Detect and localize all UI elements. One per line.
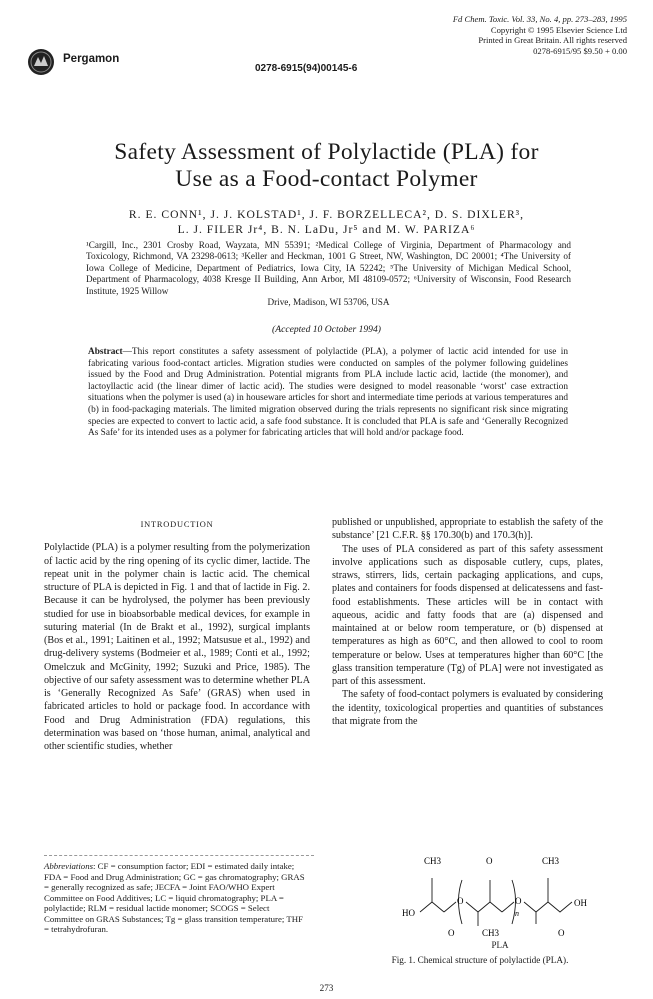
abbreviations-label: Abbreviations	[44, 861, 94, 871]
intro-paragraph-1: Polylactide (PLA) is a polymer resulting from the polymerization of lactic acid by the ring opening of its cyclic dimer, lactide. The repeat unit in the polymer chain is lactic acid. The chemical structure of PLA is depicted in Fig. 1 and that of lactide in Fig. 2. Because it can be hydrolysed, the polymer has been previously studied for use in bioabsorbable medical devices, for example in suturing material (In de Brakt et al., 1992), surgical implants (Bos et al., 1991; Laitinen et al., 1992; Matsusue et al., 1992) and drug-delivery systems (Bodmeier et al., 1989; Conti et al., 1992; Omelczuk and McGinity, 1992; Suzuki and Price, 1985). The objective of our safety assessment was to determine whether PLA is ‘Generally Recognized As Safe’ (GRAS) when used in fabricated articles to hold or package food. In accordance with Food and Drug Administration (FDA) regulations, this determination was based on ‘those human, animal, analytical and other scientific studies, whether	[44, 542, 311, 752]
o-carbonyl-label: O	[486, 856, 493, 866]
column-right	[332, 516, 603, 728]
abbreviations-text: : CF = consumption factor; EDI = estimated daily intake; FDA = Food and Drug Administration; GC = gas chromatography; GRAS = generally recognized as safe; JECFA = Joint FAO/WHO Expert Committee on Food Additives; LC = liquid chromatography; PLA = polylactide; RLM = residual lactide monomer; SCOGS = Select Committee on GRAS Substances; Tg = glass transition temperature; THF = tetrahydrofuran.	[44, 861, 305, 934]
ch3-left-label: CH3	[424, 856, 442, 866]
ch3-right-label: CH3	[542, 856, 560, 866]
affiliations-text: ¹Cargill, Inc., 2301 Crosby Road, Wayzata, MN 55391; ²Medical College of Virginia, Department of Pharmacology and Toxicology, Richmond, VA 23298-0613; ³Keller and Heckman, 1001 G Street, NW, Washington, DC 20001; ⁴The University of Iowa College of Medicine, Department of Pediatrics, Iowa City, IA 52242; ⁵The University of Michigan Medical School, Department of Pharmacology, 4038 Kresge II Building, Ann Arbor, MI 48109-0572; ⁶University of Wisconsin, Food Research Institute, 1925 Willow	[86, 240, 571, 296]
o-ester-label-1: O	[457, 896, 464, 906]
publisher-name: Pergamon	[63, 53, 120, 65]
footnote-divider	[44, 855, 314, 856]
o-ester-label-2: O	[515, 896, 522, 906]
affiliations	[86, 240, 571, 308]
authors	[0, 207, 653, 237]
accepted-date: (Accepted 10 October 1994)	[272, 324, 381, 335]
n-subscript-label: n	[515, 909, 519, 918]
ho-label: HO	[402, 908, 415, 918]
ch3-bottom-label: CH3	[482, 928, 500, 938]
col2-paragraph-3: The safety of food-contact polymers is evaluated by considering the identity, toxicological properties and quantities of substances that migrate from the	[332, 689, 603, 727]
col2-paragraph-1: published or unpublished, appropriate to establish the safety of the substance’ [21 C.F.R. §§ 170.30(b) and 170.3(h)].	[332, 517, 603, 542]
abstract	[88, 347, 568, 440]
abstract-text: —This report constitutes a safety assessment of polylactide (PLA), a polymer of lactic acid intended for use in fabricating various food-contact articles. Migration studies were conducted on samples of the polymer following guidelines issued by the Food and Drug Administration. Potential migrants from PLA include lactic acid, lactide (the monomer), and lactoyllactic acid (the linear dimer of lactic acid). The studies were designed to model reasonable ‘worst’ case extraction situations when the polymer is used (a) in houseware articles for short and intermediate time periods at various temperatures and (b) in food-packaging materials. The limited migration observed during the trials represents no significant risk since migrating species are expected to convert to lactic acid, a safe food substance. It is concluded that PLA is safe and ‘Generally Recognized As Safe’ for its intended uses as a polymer for fabricating articles that will hold and/or package food.	[88, 347, 568, 439]
section-heading-introduction: INTRODUCTION	[140, 520, 214, 529]
authors-line-1: R. E. CONN¹, J. J. KOLSTAD¹, J. F. BORZELLECA², D. S. DIXLER³,	[128, 208, 525, 221]
journal-info	[307, 14, 627, 56]
pergamon-logo-icon	[27, 48, 55, 76]
abbreviations-footnote	[44, 861, 310, 935]
affiliations-last-line: Drive, Madison, WI 53706, USA	[267, 297, 390, 308]
oh-label: OH	[574, 898, 587, 908]
journal-line-2: Copyright © 1995 Elsevier Science Ltd	[490, 24, 627, 35]
abstract-label: Abstract	[88, 347, 123, 357]
title-line-2: Use as a Food-contact Polymer	[175, 166, 478, 192]
authors-line-2: L. J. FILER Jr⁴, B. N. LaDu, Jr⁵ and M. W. PARIZA⁶	[177, 223, 476, 236]
journal-line-1: Fd Chem. Toxic. Vol. 33, No. 4, pp. 273–283, 1995	[452, 14, 627, 24]
column-left	[44, 518, 310, 753]
journal-line-4: 0278-6915/95 $9.50 + 0.00	[533, 45, 627, 56]
col2-paragraph-2: The uses of PLA considered as part of this safety assessment involve applications such as disposable cutlery, cups, plates, straws, stirrers, lids, certain packaging applications, and cups, plates and containers for foods dispensed at delicatessens and fast-food establishments. These articles will be in contact with aqueous, acidic and fatty foods that are (a) dispensed and maintained at or below room temperature, or (b) dispensed at temperatures as high as 60°C, and then allowed to cool to room temperature or below. Uses at temperatures higher than 60°C [the glass transition temperature (Tg) of PLA] were not investigated as part of this assessment.	[332, 543, 603, 687]
journal-line-3: Printed in Great Britain. All rights reserved	[478, 35, 627, 46]
article-code: 0278-6915(94)00145-6	[255, 63, 358, 74]
o-carbonyl-label-2: O	[448, 928, 455, 938]
figure-caption: Fig. 1. Chemical structure of polylactide (PLA).	[391, 955, 569, 965]
title-line-1: Safety Assessment of Polylactide (PLA) for	[114, 139, 539, 165]
pla-structure-diagram	[400, 850, 600, 938]
page-number: 273	[319, 983, 334, 993]
figure-pla-label: PLA	[491, 940, 509, 950]
o-carbonyl-label-3: O	[558, 928, 565, 938]
article-title	[0, 139, 653, 193]
